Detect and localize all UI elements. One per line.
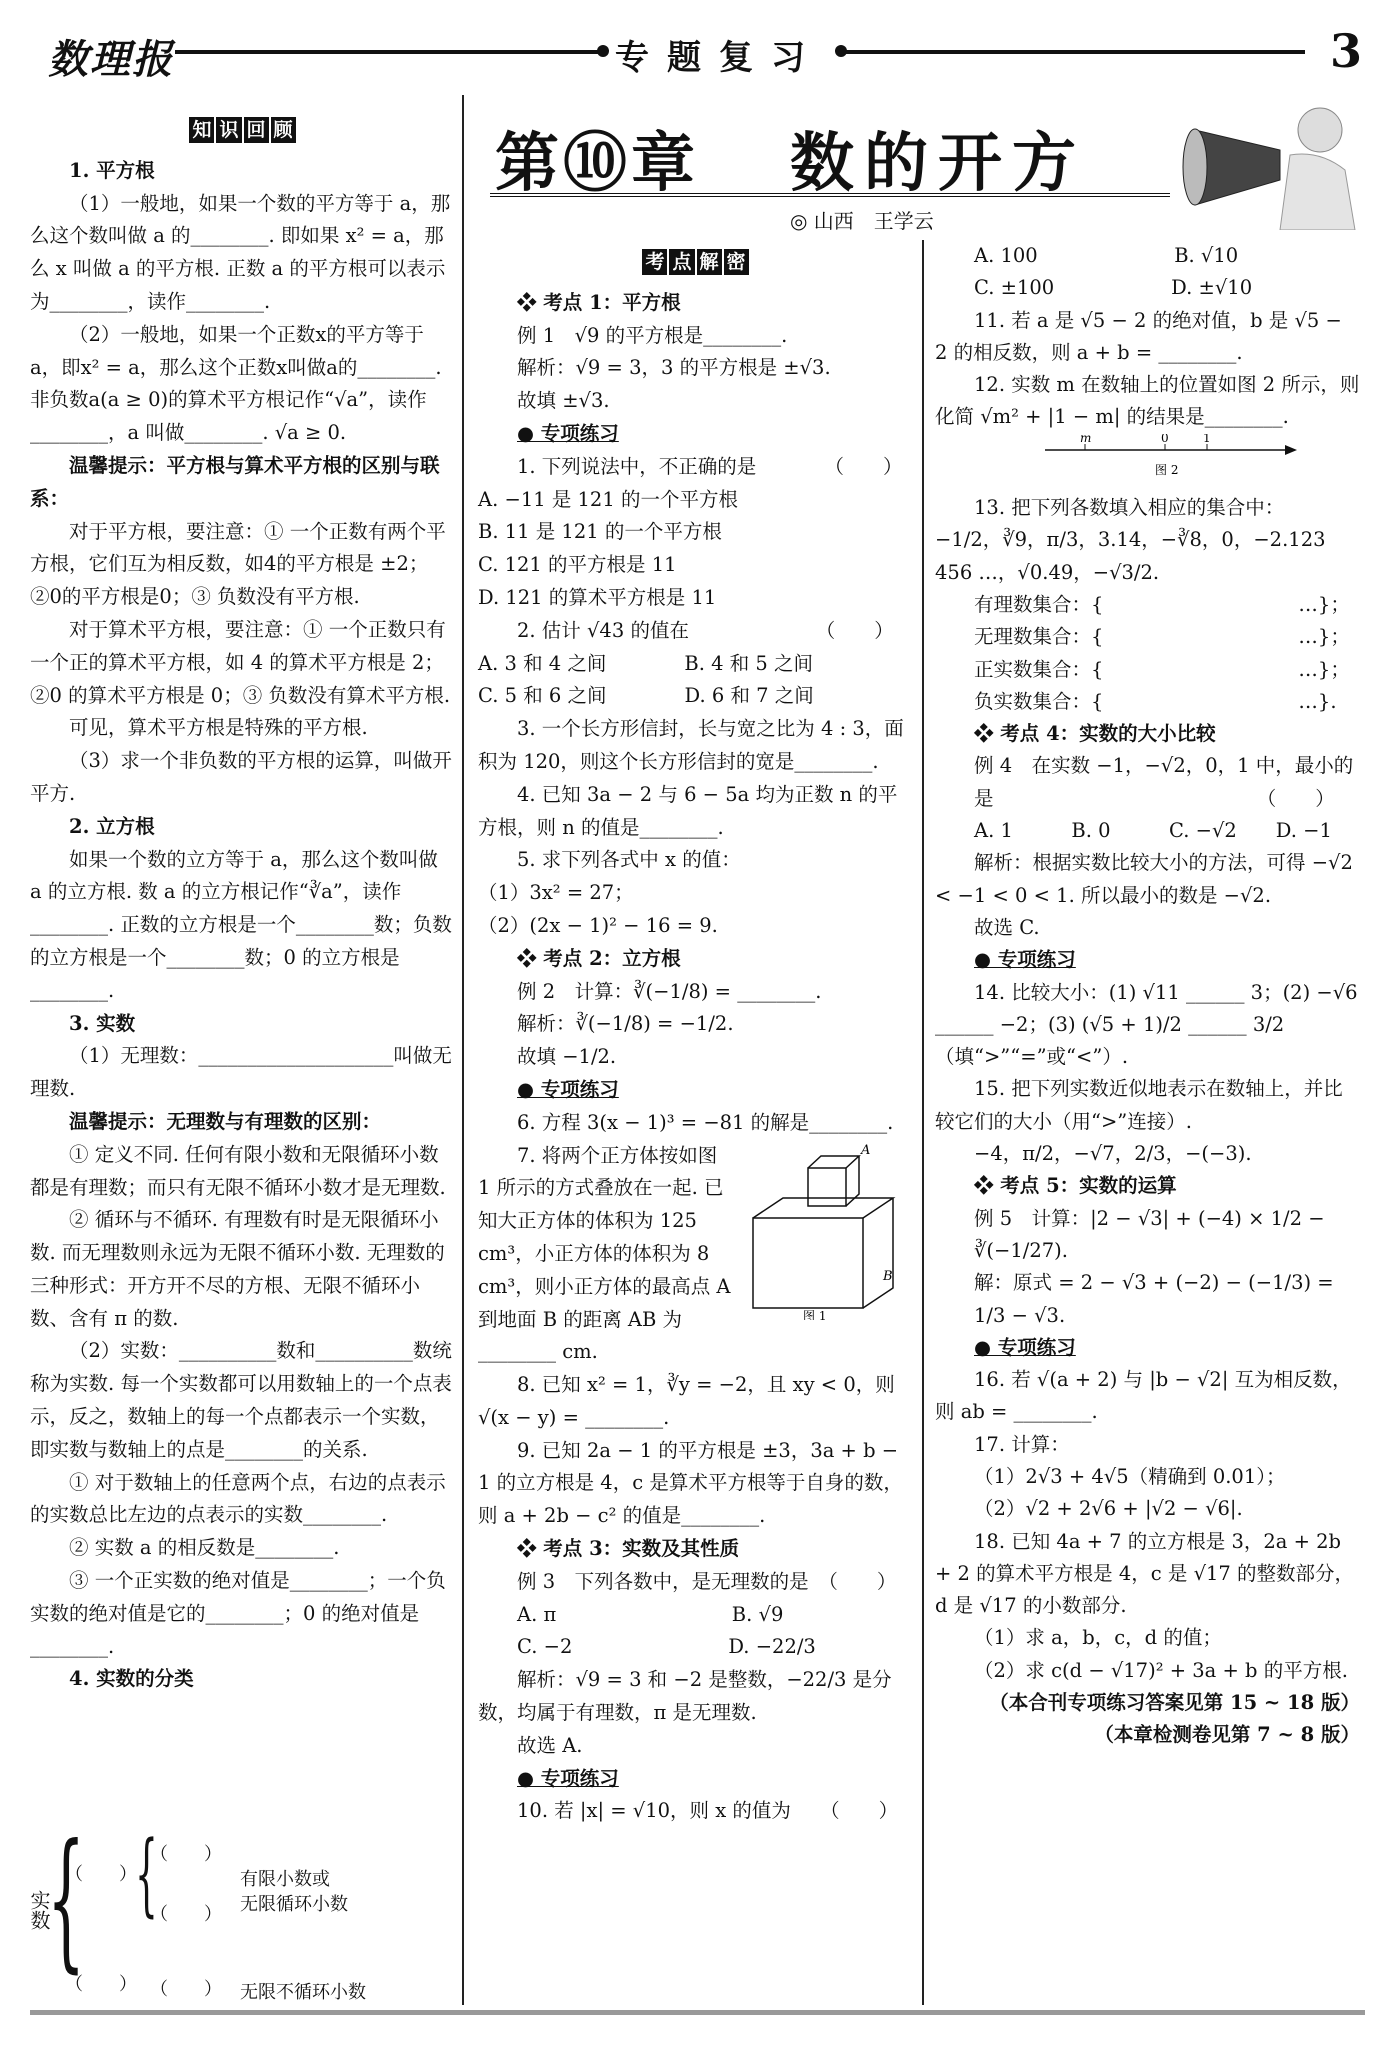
question: 11. 若 a 是 √5 − 2 的绝对值，b 是 √5 − 2 的相反数，则 a + b = ________. [935, 308, 1342, 364]
chapter-label: 第⑩章 [495, 126, 699, 201]
text-paragraph: 对于算术平方根，要注意：① 一个正数只有一个正的算术平方根，如 4 的算术平方根是 2；②0 的算术平方根是 0；③ 负数没有算术平方根. [30, 617, 451, 707]
topic-heading: ❖ 考点 1：平方根 [517, 290, 681, 314]
question-with-figure [478, 1140, 913, 1370]
megaphone-figure-icon [1170, 95, 1360, 230]
footer-rule [30, 2010, 1365, 2015]
set-line: 负实数集合：{ …}. [974, 689, 1337, 713]
tip-heading: 温馨提示：无理数与有理数的区别： [69, 1109, 382, 1133]
question-part: （2）√2 + 2√6 + |√2 − √6|. [974, 1497, 1243, 1521]
solution: 解：原式 = 2 − √3 + (−2) − (−1/3) = 1/3 − √3. [974, 1271, 1334, 1327]
practice-heading: ● 专项练习 [517, 1077, 619, 1101]
solution: 解析：√9 = 3，3 的平方根是 ±√3. [517, 356, 831, 380]
heading: 3. 实数 [69, 1011, 136, 1035]
example: 例 5 计算：|2 − √3| + (−4) × 1/2 − ∛(−1/27). [974, 1206, 1325, 1262]
question: 6. 方程 3(x − 1)³ = −81 的解是________. [517, 1110, 894, 1134]
text-paragraph: ① 对于数轴上的任意两个点，右边的点表示的实数总比左边的点表示的实数________. [30, 1470, 446, 1527]
option: C. 5 和 6 之间 D. 6 和 7 之间 [478, 684, 814, 708]
option: A. π B. √9 [517, 1602, 784, 1626]
solution: 解析：√9 = 3 和 −2 是整数，−22/3 是分数，均属于有理数，π 是无理数. [478, 1668, 892, 1725]
heading: 1. 平方根 [69, 158, 155, 182]
tree-slot: （ ） [65, 1864, 137, 1885]
figure-label-a: A [861, 1142, 871, 1158]
question: 1. 下列说法中，不正确的是 （ ） [517, 454, 903, 478]
practice-heading: ● 专项练习 [517, 1766, 619, 1790]
solution: 解析：∛(−1/8) = −1/2. [517, 1012, 734, 1036]
question-part: （1）求 a，b，c，d 的值； [974, 1626, 1222, 1650]
set-line: 有理数集合：{ …}； [974, 592, 1350, 616]
question: 14. 比较大小：(1) √11 ______ 3；(2) −√6 ______ −2；(3) (√5 + 1)/2 ______ 3/2（填“>”“=”或“<”）. [935, 980, 1358, 1069]
page-header [40, 22, 1363, 83]
solution: 故选 C. [974, 915, 1040, 939]
brace-icon: { [47, 1813, 86, 1987]
topic-heading: ❖ 考点 4：实数的大小比较 [974, 722, 1216, 746]
heading: 2. 立方根 [69, 814, 155, 838]
question: 15. 把下列实数近似地表示在数轴上，并比较它们的大小（用“>”连接）. [935, 1077, 1343, 1133]
option: A. 1 B. 0 C. −√2 D. −1 [974, 819, 1332, 843]
question: 12. 实数 m 在数轴上的位置如图 2 所示，则化简 √m² + |1 − m| 的结果是________. [935, 373, 1360, 429]
figure-caption: 图 1 [803, 1308, 827, 1320]
cube-figure [733, 1140, 903, 1320]
question: 5. 求下列各式中 x 的值： [517, 848, 741, 872]
tree-note: 有限小数或 [240, 1869, 330, 1890]
question: 10. 若 |x| = √10，则 x 的值为 （ ） [517, 1799, 899, 1823]
text-paragraph: 对于平方根，要注意：① 一个正数有两个平方根，它们互为相反数，如4的平方根是 ±2；②0的平方根是0；③ 负数没有平方根. [30, 519, 446, 609]
question: 18. 已知 4a + 7 的立方根是 3，2a + 2b + 2 的算术平方根是 4，c 是 √17 的整数部分，d 是 √17 的小数部分. [935, 1529, 1355, 1618]
question: 9. 已知 2a − 1 的平方根是 ±3，3a + b − 1 的立方根是 4，c 是算术平方根等于自身的数，则 a + 2b − c² 的值是________. [478, 1438, 903, 1528]
solution: 故选 A. [517, 1733, 583, 1757]
tree-slot: （ ） [65, 1974, 137, 1995]
column-divider [462, 95, 464, 2005]
question: 17. 计算： [974, 1432, 1070, 1456]
heading: 4. 实数的分类 [69, 1667, 194, 1691]
text-paragraph: ③ 一个正实数的绝对值是________；一个负实数的绝对值是它的________；0 的绝对值是________. [30, 1569, 446, 1658]
text-paragraph: （1）无理数：____________________叫做无理数. [30, 1044, 452, 1101]
tree-note: 无限循环小数 [240, 1894, 348, 1915]
figure-caption: 图 2 [1155, 462, 1179, 477]
tree-slot: （ ） [150, 1979, 222, 2000]
figure-label-b: B [883, 1268, 893, 1284]
solution: 故填 −1/2. [517, 1045, 617, 1069]
option: C. −2 D. −22/3 [517, 1635, 816, 1659]
question: 13. 把下列各数填入相应的集合中： [974, 496, 1285, 520]
text-paragraph: ② 循环与不循环. 有理数有时是无限循环小数. 而无理数则永远为无限不循环小数. 无理数的三种形式：开方开不尽的方根、无限不循环小数、含有 π 的数. [30, 1208, 445, 1330]
option: A. 3 和 4 之间 B. 4 和 5 之间 [478, 651, 814, 675]
text-paragraph: ① 定义不同. 任何有限小数和无限循环小数都是有理数；而只有无限不循环小数才是无理数. [30, 1142, 446, 1199]
text-paragraph: ② 实数 a 的相反数是________. [69, 1536, 340, 1560]
tip-heading: 温馨提示：平方根与算术平方根的区别与联系： [30, 453, 440, 510]
question: 16. 若 √(a + 2) 与 |b − √2| 互为相反数，则 ab = ________. [935, 1368, 1352, 1424]
header-dot [597, 45, 609, 57]
chapter-underline [490, 193, 1170, 197]
left-column [30, 108, 455, 1696]
question-part: （1）3x² = 27； [478, 881, 634, 905]
number-list: −4，π/2，−√7，2/3，−(−3). [974, 1142, 1252, 1166]
question: 3. 一个长方形信封，长与宽之比为 4 : 3，面积为 120，则这个长方形信封的宽是________. [478, 717, 904, 773]
header-rule-right [845, 50, 1305, 54]
option: B. 11 是 121 的一个平方根 [478, 520, 722, 544]
set-line: 正实数集合：{ …}； [974, 657, 1350, 681]
question: 7. 将两个正方体按如图 1 所示的方式叠放在一起. 已知大正方体的体积为 125 cm³，小正方体的体积为 8 cm³，则小正方体的最高点 A 到地面 B 的距离 AB 为________ cm. [478, 1143, 731, 1364]
example: 例 1 √9 的平方根是________. [517, 323, 788, 347]
middle-column [478, 240, 913, 1828]
topic-heading: ❖ 考点 3：实数及其性质 [517, 1537, 740, 1561]
section-title: 专题复习 [615, 38, 823, 78]
axis-label-m: m [1080, 433, 1092, 445]
solution: 故填 ±√3. [517, 389, 610, 413]
practice-heading: ● 专项练习 [517, 421, 619, 445]
tree-note: 无限不循环小数 [240, 1982, 366, 2003]
question-part: （2）(2x − 1)² − 16 = 9. [478, 913, 718, 937]
question-part: （2）求 c(d − √17)² + 3a + b 的平方根. [974, 1658, 1348, 1682]
text-paragraph: （3）求一个非负数的平方根的运算，叫做开平方. [30, 749, 452, 805]
tree-slot: （ ） [150, 1904, 222, 1925]
column-divider [922, 240, 924, 2005]
page-number: 3 [1330, 24, 1363, 78]
right-column [935, 240, 1360, 1752]
answer-note: （本合刊专项练习答案见第 15 ~ 18 版） [989, 1691, 1360, 1715]
solution: 解析：根据实数比较大小的方法，可得 −√2 < −1 < 0 < 1. 所以最小的数是 −√2. [935, 851, 1353, 907]
newspaper-logo: 数理报 [48, 36, 174, 83]
option: D. 121 的算术平方根是 11 [478, 585, 717, 609]
question-part: （1）2√3 + 4√5（精确到 0.01）； [974, 1464, 1286, 1488]
topic-heading: ❖ 考点 2：立方根 [517, 946, 681, 970]
chapter-title: 数的开方 [790, 126, 1086, 201]
text-paragraph: （2）一般地，如果一个正数x的平方等于a，即x² = a，那么这个正数x叫做a的________. 非负数a(a ≥ 0)的算术平方根记作“√a”，读作________，a 叫做________. √a ≥ 0. [30, 322, 442, 445]
text-paragraph: 如果一个数的立方等于 a，那么这个数叫做 a 的立方根. 数 a 的立方根记作“∛a”，读作________. 正数的立方根是一个________数；负数的立方根是一个________数；0 的立方根是________. [30, 847, 452, 1002]
question: 4. 已知 3a − 2 与 6 − 5a 均为正数 n 的平方根，则 n 的值是________. [478, 782, 898, 839]
example: 例 2 计算：∛(−1/8) = ________. [517, 979, 822, 1003]
option: A. −11 是 121 的一个平方根 [478, 487, 738, 511]
tree-root-label: 实数 [27, 1890, 51, 1930]
section-box-title: 考 点 解 密 [478, 246, 913, 279]
practice-heading: ● 专项练习 [974, 948, 1076, 972]
practice-heading: ● 专项练习 [974, 1335, 1076, 1359]
header-rule-left [175, 50, 600, 54]
text-paragraph: 可见，算术平方根是特殊的平方根. [69, 716, 368, 740]
section-box-title: 知 识 回 顾 [30, 114, 455, 147]
text-paragraph: （2）实数：__________数和__________数统称为实数. 每一个实数都可以用数轴上的一个点表示，反之，数轴上的每一个点都表示一个实数，即实数与数轴上的点是________的关系. [30, 1339, 452, 1461]
axis-label-0: 0 [1161, 433, 1169, 445]
real-number-classification-tree [25, 1813, 445, 2010]
set-line: 无理数集合：{ …}； [974, 625, 1350, 649]
axis-label-1: 1 [1203, 433, 1211, 445]
test-note: （本章检测卷见第 7 ~ 8 版） [1094, 1723, 1360, 1747]
tree-slot: （ ） [150, 1844, 222, 1865]
number-list: −1/2，∛9，π/3，3.14，−∛8，0，−2.123 456 …，√0.49，−√3/2. [935, 528, 1326, 584]
option: A. 100 B. √10 [974, 244, 1239, 267]
brace-icon: { [135, 1822, 158, 1927]
example: 例 3 下列各数中，是无理数的是 （ ） [517, 1569, 897, 1593]
option: C. ±100 D. ±√10 [974, 276, 1253, 300]
question: 2. 估计 √43 的值在 （ ） [517, 618, 894, 642]
number-line-figure [935, 434, 1355, 482]
text-paragraph: （1）一般地，如果一个数的平方等于 a，那么这个数叫做 a 的________. 即如果 x² = a，那么 x 叫做 a 的平方根. 正数 a 的平方根可以表示为________，读作________. [30, 191, 451, 313]
option: C. 121 的平方根是 11 [478, 553, 677, 577]
topic-heading: ❖ 考点 5：实数的运算 [974, 1174, 1177, 1198]
author-line: ◎ 山西 王学云 [790, 209, 934, 233]
example: 例 4 在实数 −1，−√2，0，1 中，最小的是 （ ） [974, 754, 1354, 810]
question: 8. 已知 x² = 1，∛y = −2，且 xy < 0，则 √(x − y) = ________. [478, 1373, 895, 1429]
